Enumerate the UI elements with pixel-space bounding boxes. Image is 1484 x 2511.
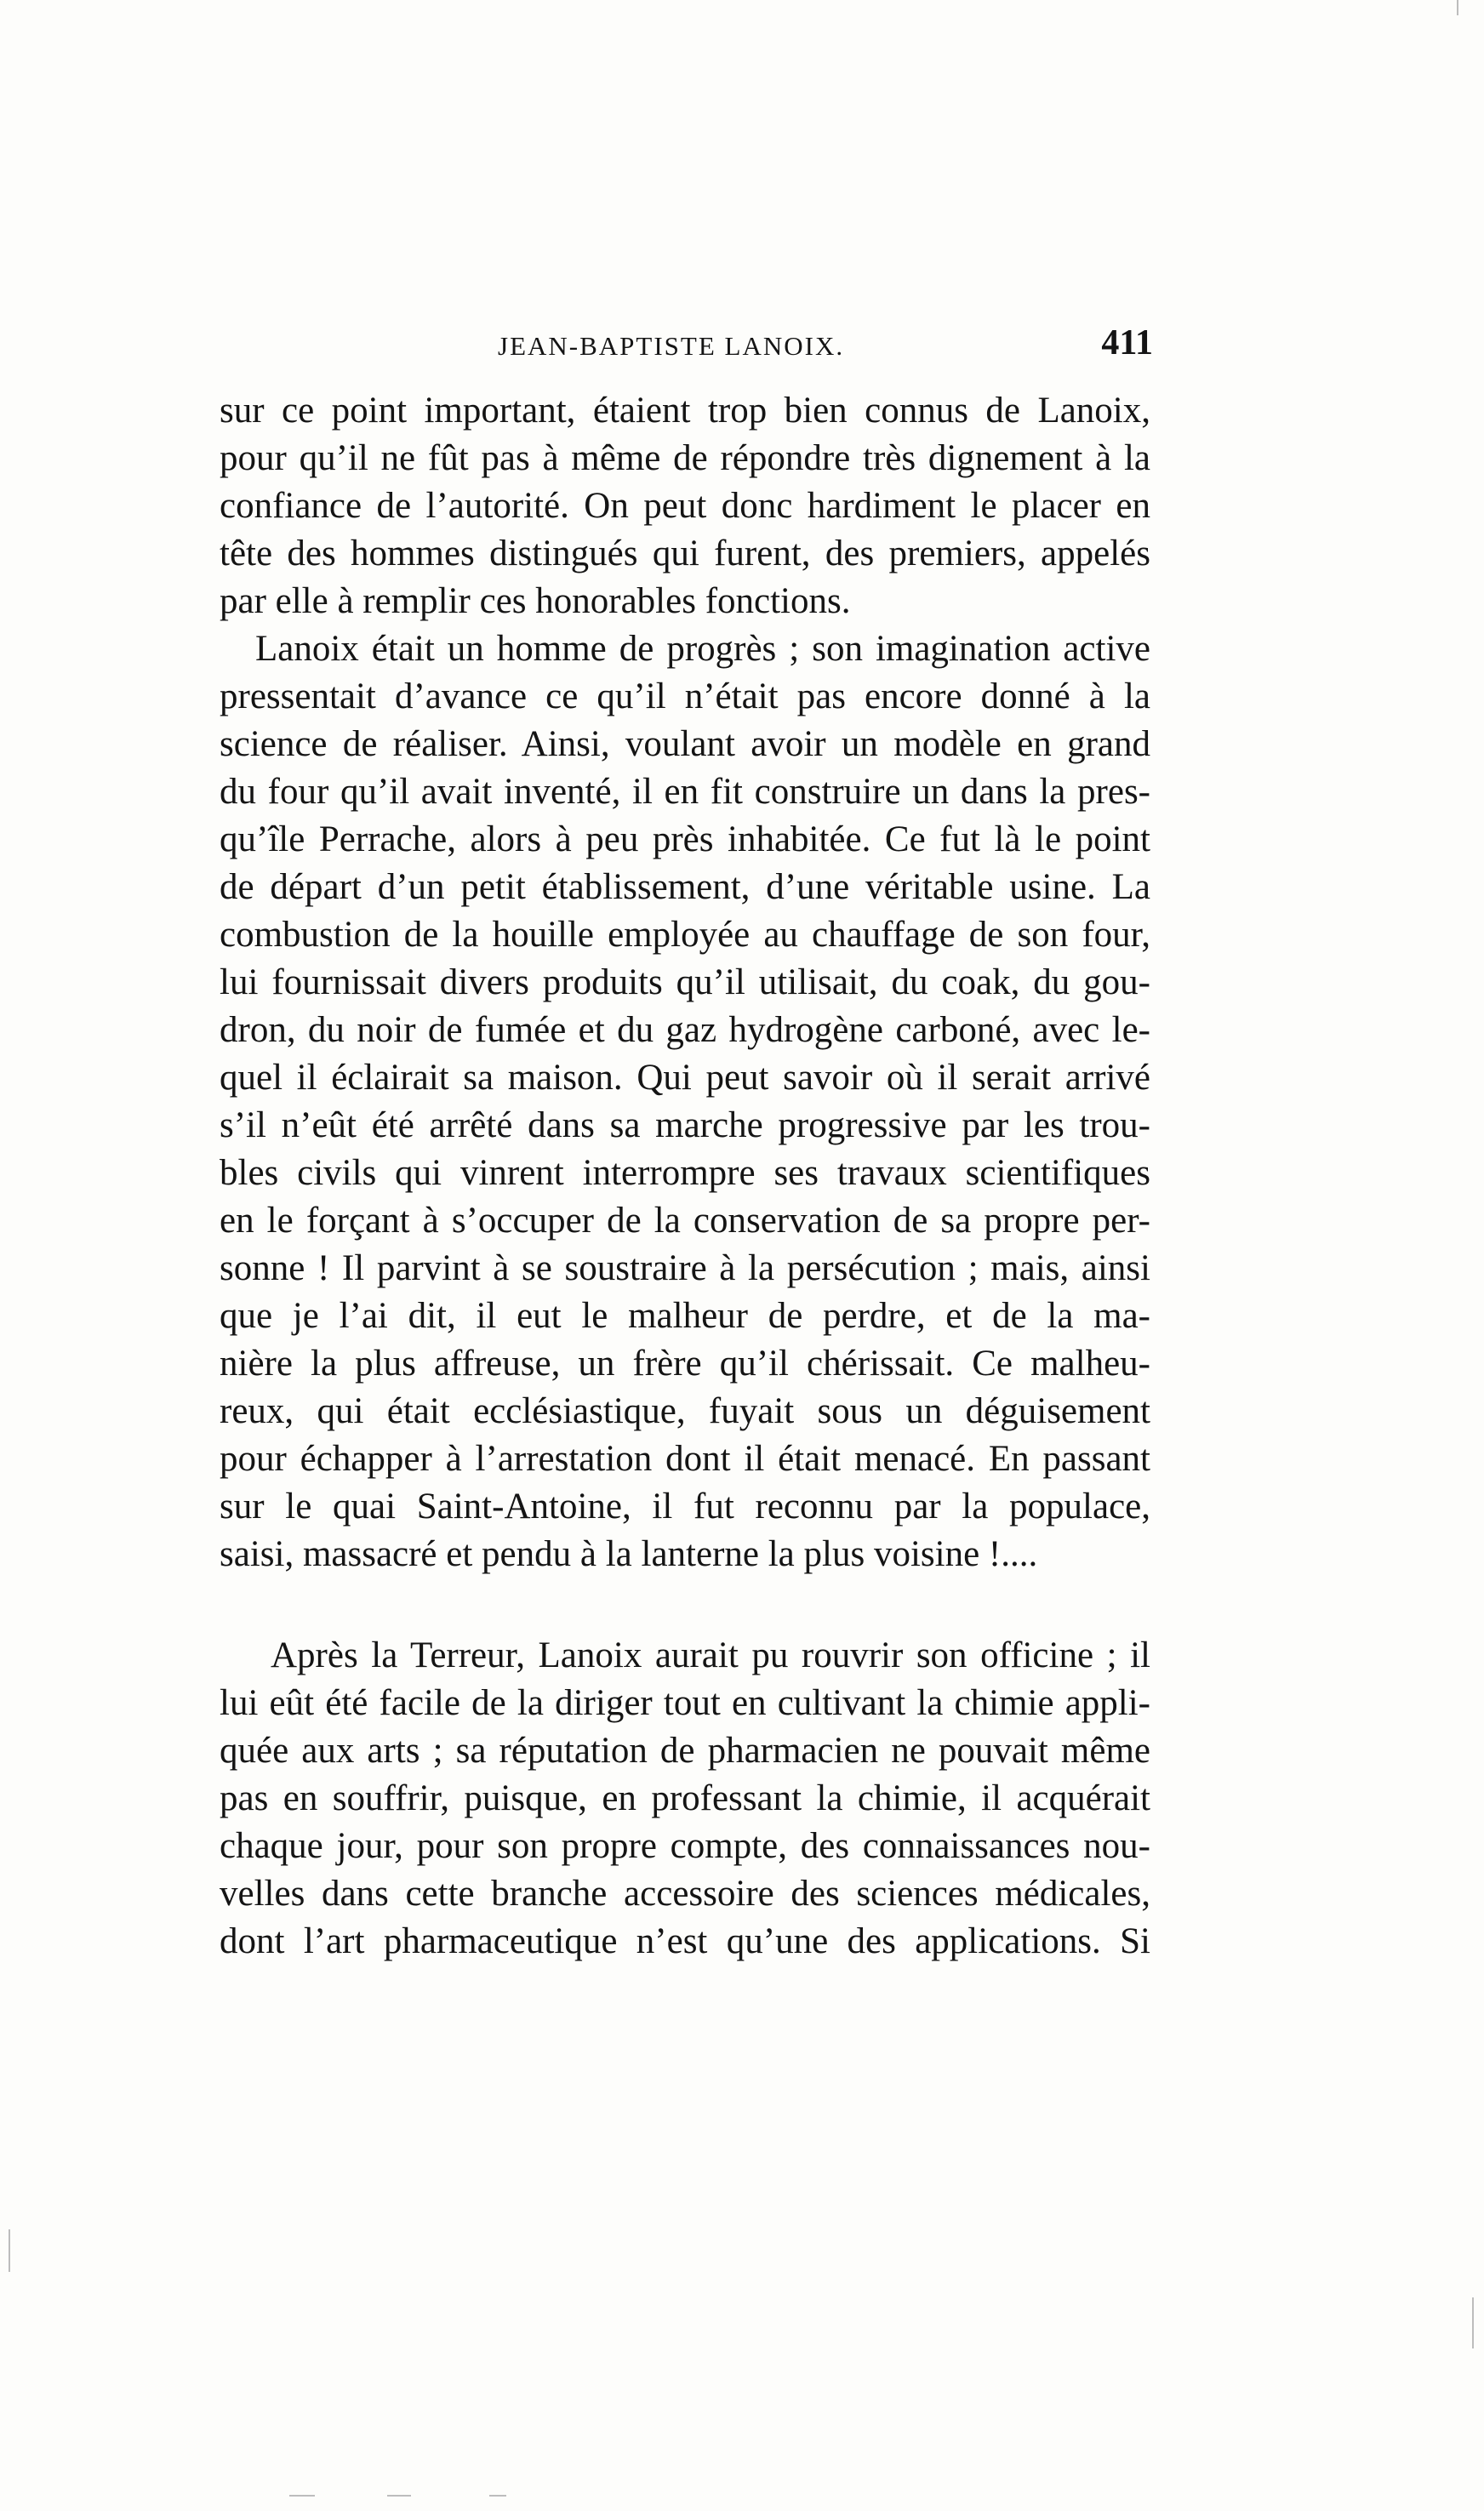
- text-line: bles civils qui vinrent interrompre ses travaux scientifiques: [220, 1153, 1150, 1193]
- text-line: lui fournissait divers produits qu’il utilisait, du coak, du gou-: [220, 962, 1150, 1002]
- text-line: velles dans cette branche accessoire des sciences médicales,: [220, 1874, 1150, 1914]
- text-line: chaque jour, pour son propre compte, des connaissances nou-: [220, 1826, 1150, 1866]
- text-line: par elle à remplir ces honorables fonctions.: [220, 581, 851, 621]
- text-line: nière la plus affreuse, un frère qu’il chérissait. Ce malheu-: [220, 1344, 1150, 1384]
- text-line: Après la Terreur, Lanoix aurait pu rouvrir son officine ; il: [271, 1635, 1150, 1675]
- text-line: pas en souffrir, puisque, en professant la chimie, il acquérait: [220, 1778, 1150, 1818]
- text-line: lui eût été facile de la diriger tout en cultivant la chimie appli-: [220, 1683, 1150, 1723]
- text-line: pour échapper à l’arrestation dont il était menacé. En passant: [220, 1439, 1150, 1479]
- text-line: s’il n’eût été arrêté dans sa marche progressive par les trou-: [220, 1105, 1150, 1145]
- text-line: du four qu’il avait inventé, il en fit construire un dans la pres-: [220, 772, 1150, 812]
- scan-artifact: [387, 2495, 411, 2497]
- text-line: saisi, massacré et pendu à la lanterne la plus voisine !....: [220, 1534, 1038, 1574]
- text-line: qu’île Perrache, alors à peu près inhabitée. Ce fut là le point: [220, 819, 1150, 859]
- scan-artifact: [1457, 0, 1458, 15]
- text-line: tête des hommes distingués qui furent, des premiers, appelés: [220, 534, 1150, 574]
- scan-artifact: [489, 2495, 506, 2497]
- running-head: [217, 323, 1153, 379]
- text-line: pressentait d’avance ce qu’il n’était pas encore donné à la: [220, 676, 1150, 716]
- text-line: combustion de la houille employée au chauffage de son four,: [220, 915, 1150, 955]
- text-line: Lanoix était un homme de progrès ; son imagination active: [255, 629, 1150, 669]
- text-line: quel il éclairait sa maison. Qui peut savoir où il serait arrivé: [220, 1058, 1150, 1098]
- text-line: sur ce point important, étaient trop bien connus de Lanoix,: [220, 391, 1150, 431]
- text-line: reux, qui était ecclésiastique, fuyait sous un déguisement: [220, 1391, 1150, 1431]
- text-line: confiance de l’autorité. On peut donc hardiment le placer en: [220, 486, 1150, 526]
- text-line: en le forçant à s’occuper de la conservation de sa propre per-: [220, 1201, 1150, 1241]
- text-line: pour qu’il ne fût pas à même de répondre très dignement à la: [220, 438, 1150, 478]
- text-line: sonne ! Il parvint à se soustraire à la persécution ; mais, ainsi: [220, 1248, 1150, 1288]
- running-head-title: JEAN-BAPTISTE LANOIX.: [498, 331, 845, 361]
- text-line: science de réaliser. Ainsi, voulant avoir un modèle en grand: [220, 724, 1150, 764]
- page-number: 411: [1101, 323, 1153, 362]
- text-line: sur le quai Saint-Antoine, il fut reconnu par la populace,: [220, 1487, 1150, 1527]
- scan-artifact: [289, 2495, 315, 2497]
- text-line: dron, du noir de fumée et du gaz hydrogène carboné, avec le-: [220, 1010, 1150, 1050]
- text-line: quée aux arts ; sa réputation de pharmacien ne pouvait même: [220, 1731, 1150, 1771]
- scan-artifact: [9, 2229, 10, 2272]
- text-line: de départ d’un petit établissement, d’une véritable usine. La: [220, 867, 1150, 907]
- text-line: que je l’ai dit, il eut le malheur de perdre, et de la ma-: [220, 1296, 1150, 1336]
- scan-artifact: [1472, 2297, 1474, 2348]
- text-line: dont l’art pharmaceutique n’est qu’une des applications. Si: [220, 1921, 1150, 1961]
